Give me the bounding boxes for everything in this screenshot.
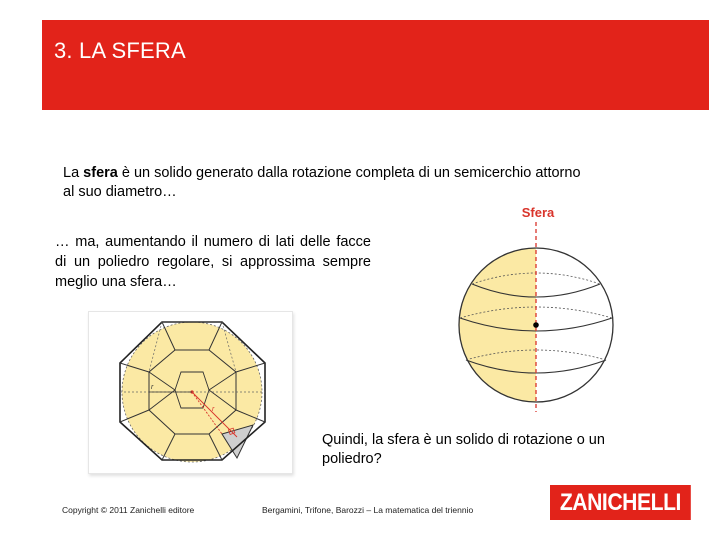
polyhedron-card — [88, 311, 293, 474]
intro-term: sfera — [83, 165, 118, 181]
sphere-figure — [450, 200, 625, 415]
polyhedron-figure — [89, 312, 292, 473]
intro-paragraph — [63, 164, 593, 202]
publisher-logo: ZANICHELLI — [550, 485, 691, 520]
sphere-center — [533, 322, 539, 328]
slide-title: 3. LA SFERA — [54, 38, 186, 63]
radius-label-2: r — [212, 406, 215, 413]
closing-question: Quindi, la sfera è un solido di rotazione o un poliedro? — [322, 432, 605, 467]
intro-after: è un solido generato dalla rotazione completa di un semicerchio attorno al suo diametro… — [63, 165, 581, 200]
sphere-label: Sfera — [521, 205, 555, 220]
title-bar — [42, 20, 709, 110]
radius-label-1: r — [151, 384, 154, 391]
footer-authors: Bergamini, Trifone, Barozzi – La matematica del triennio — [262, 505, 474, 515]
sphere-left-half — [459, 248, 536, 402]
footer-copyright: Copyright © 2011 Zanichelli editore — [62, 505, 195, 515]
intro-before: La — [63, 165, 84, 181]
polyhedron-paragraph: … ma, aumentando il numero di lati delle facce di un poliedro regolare, si approssima sempre meglio una sfera… — [55, 234, 371, 290]
